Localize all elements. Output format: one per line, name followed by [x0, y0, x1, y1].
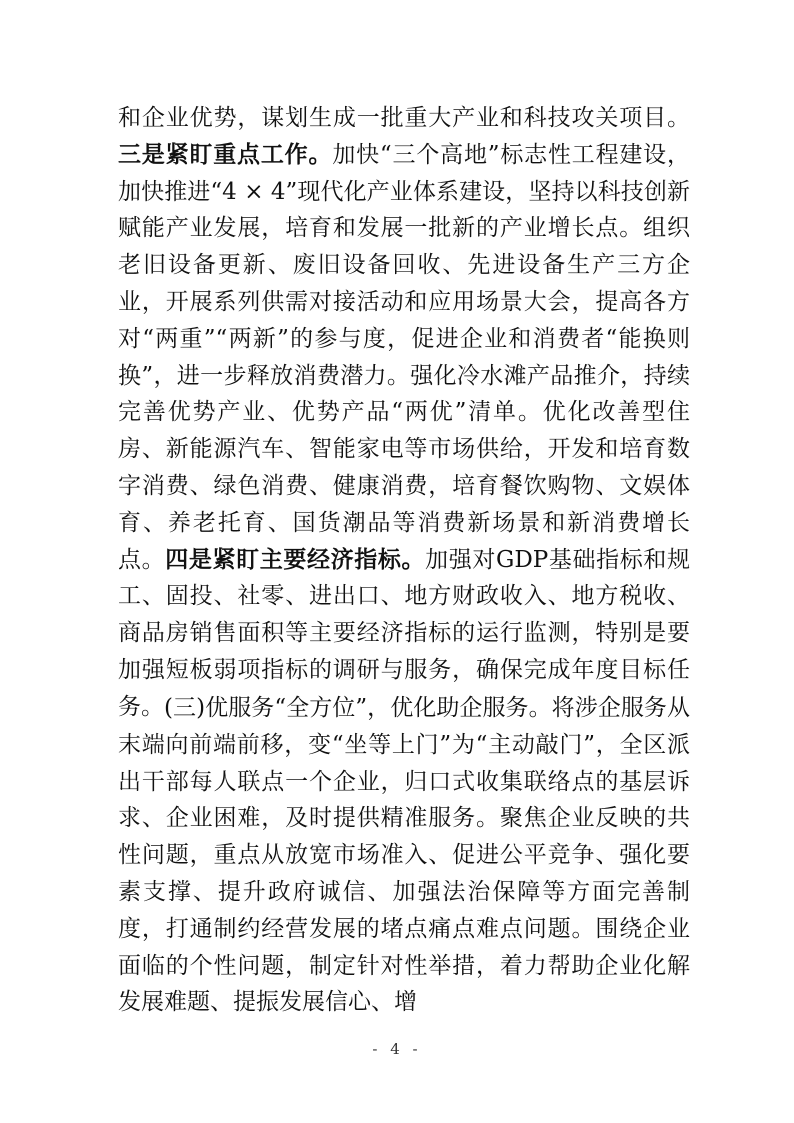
page-number: - 4 - — [372, 1040, 422, 1058]
paragraph-1-segment-1: 和企业优势，谋划生成一批重大产业和科技攻关项目。 — [118, 105, 690, 131]
paragraph-2 — [118, 690, 690, 1021]
paragraph-1-heading-three: 三是紧盯重点工作。 — [118, 141, 333, 168]
paragraph-1-segment-3: 加快“三个高地”标志性工程建设，加快推进“4 × 4”现代化产业体系建设，坚持以科技创新赋能产业发展，培育和发展一批新的产业增长点。组织老旧设备更新、废旧设备回收、先进设备生产三方企业，开展系列供需对接活动和应用场景大会，提高各方对“两重”“两新”的参与度，促进企业和消费者“能换则换”，进一步释放消费潜力。强化冷水滩产品推介，持续完善优势产业、优势产品“两优”清单。优化改善型住房、新能源汽车、智能家电等市场供给，开发和培育数字消费、绿色消费、健康消费，培育餐饮购物、文娱体育、养老托育、国货潮品等消费新场景和新消费增长点。 — [118, 141, 690, 573]
paragraph-1-segment-5: 加强对GDP基础指标和规工、固投、社零、进出口、地方财政收入、地方税收、商品房销售面积等主要经济指标的运行监测，特别是要加强短板弱项指标的调研与服务，确保完成年度目标任务。 — [118, 546, 691, 720]
paragraph-1 — [118, 100, 690, 726]
paragraph-1-heading-four: 四是紧盯主要经济指标。 — [165, 546, 426, 573]
paragraph-2-segment-1: (三)优服务“全方位”，优化助企服务。将涉企服务从末端向前端前移，变“坐等上门”为“主动敲门”，全区派出干部每人联点一个企业，归口式收集联络点的基层诉求、企业困难，及时提供精准服务。聚焦企业反映的共性问题，重点从放宽市场准入、促进公平竞争、强化要素支撑、提升政府诚信、加强法治保障等方面完善制度，打通制约经营发展的堵点痛点难点问题。围绕企业面临的个性问题，制定针对性举措，着力帮助企业化解发展难题、提振发展信心、增 — [118, 695, 690, 1016]
